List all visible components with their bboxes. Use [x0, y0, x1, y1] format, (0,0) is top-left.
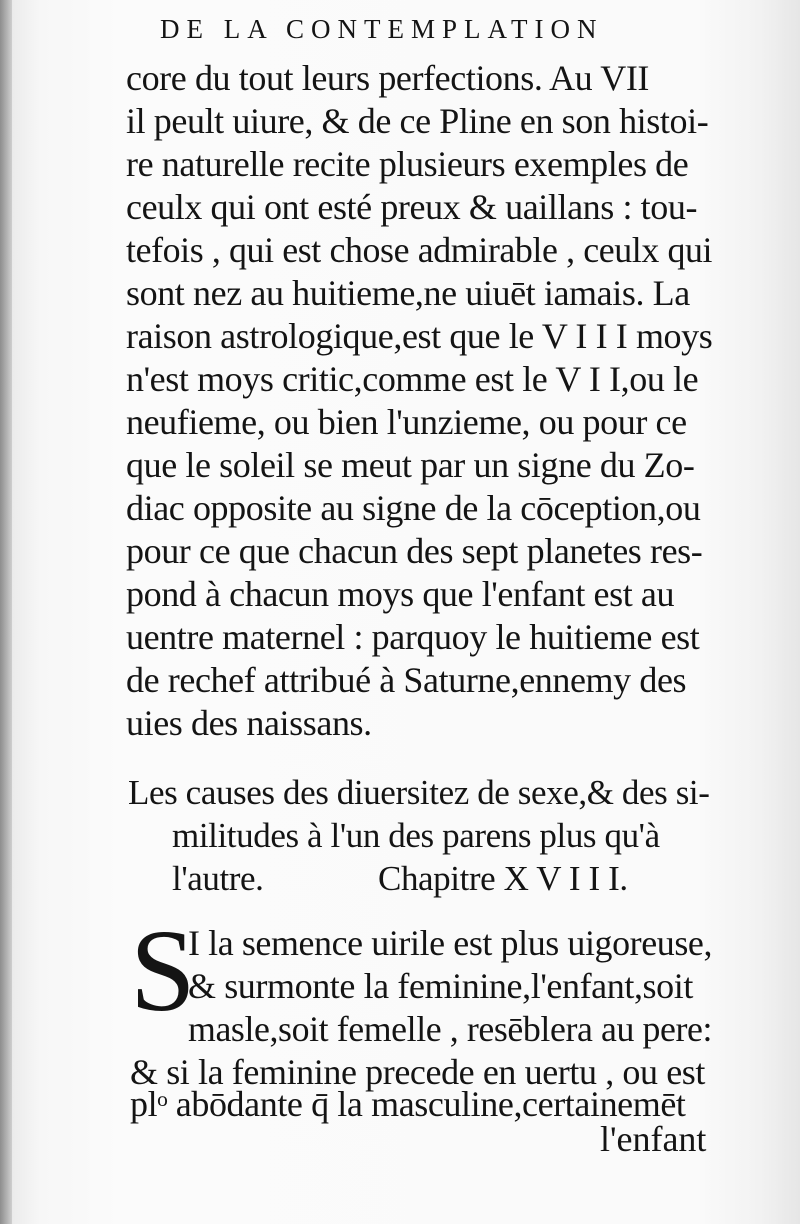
text-line: ceulx qui ont esté preux & uaillans : tou- — [126, 187, 698, 227]
text-line: de rechef attribué à Saturne,ennemy des — [126, 660, 687, 700]
text-line: que le soleil se meut par un signe du Zo- — [126, 445, 695, 485]
page-gutter-edge — [0, 0, 12, 1224]
text-line: & si la feminine precede en uertu , ou est — [130, 1052, 705, 1092]
text-line: pond à chacun moys que l'enfant est au — [126, 574, 675, 614]
chapter-heading-line: Les causes des diuersitez de sexe,& des si- — [128, 773, 710, 812]
text-line: il peult uiure, & de ce Pline en son histoi- — [126, 101, 709, 141]
text-line: n'est moys critic,comme est le V I I,ou le — [126, 359, 699, 399]
text-line: tefois , qui est chose admirable , ceulx qui — [126, 230, 713, 270]
text-line: sont nez au huitieme,ne uiuēt iamais. La — [126, 273, 690, 313]
text-line: neufieme, ou bien l'unzieme, ou pour ce — [126, 402, 687, 442]
text-line: raison astrologique,est que le V I I I moys — [126, 316, 713, 356]
text-line: & surmonte la feminine,l'enfant,soit — [188, 966, 693, 1006]
text-line: plᵒ abōdante q̄ la masculine,certainemēt — [130, 1084, 686, 1124]
text-line: I la semence uirile est plus uigoreuse, — [188, 923, 713, 963]
text-line: core du tout leurs perfections. Au VII — [126, 58, 649, 98]
text-line: diac opposite au signe de la cōception,ou — [126, 488, 701, 528]
text-line: uies des naissans. — [126, 703, 372, 743]
chapter-number: Chapitre X V I I I. — [378, 859, 628, 898]
text-line: masle,soit femelle , resēblera au pere: — [188, 1009, 713, 1049]
text-line: re naturelle recite plusieurs exemples de — [126, 144, 689, 184]
chapter-heading-line: l'autre. — [172, 859, 264, 898]
text-line: uentre maternel : parquoy le huitieme est — [126, 617, 700, 657]
text-line: pour ce que chacun des sept planetes res- — [126, 531, 703, 571]
catchword: l'enfant — [600, 1119, 707, 1159]
chapter-heading-line: militudes à l'un des parens plus qu'à — [172, 816, 660, 855]
running-title: DE LA CONTEMPLATION — [160, 14, 604, 44]
drop-cap: S — [130, 905, 196, 1036]
